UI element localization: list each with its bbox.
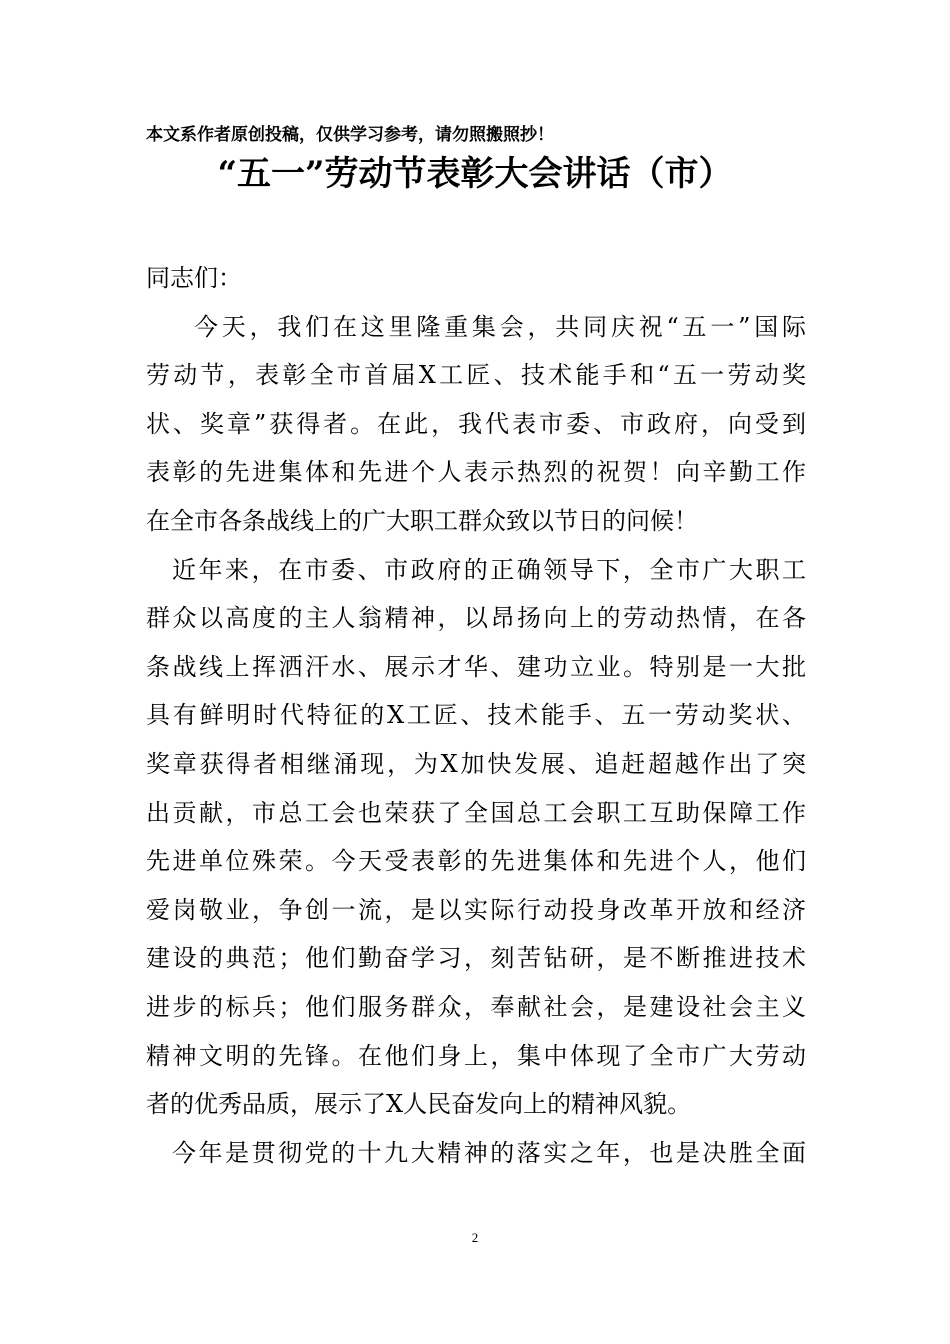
paragraph-3 <box>146 1129 806 1178</box>
document-title: “五一”劳动节表彰大会讲话（市） <box>217 154 733 194</box>
document-body <box>146 254 806 1177</box>
text-line: 表彰的先进集体和先进个人表示热烈的祝贺！向辛勤工作 <box>146 458 806 487</box>
copyright-notice: 本文系作者原创投稿，仅供学习参考，请勿照搬照抄！ <box>146 125 554 145</box>
paragraph-1 <box>146 303 806 546</box>
text-line: 条战线上挥洒汗水、展示才华、建功立业。特别是一大批 <box>146 652 806 681</box>
page-number: 2 <box>471 1230 479 1245</box>
text-line: 具有鲜明时代特征的X工匠、技术能手、五一劳动奖状、 <box>146 701 806 730</box>
salutation: 同志们： <box>146 264 242 292</box>
text-line: 者的优秀品质，展示了X人民奋发向上的精神风貌。 <box>146 1090 692 1119</box>
text-line: 今天，我们在这里隆重集会，共同庆祝“五一”国际 <box>194 312 806 341</box>
text-line: 在全市各条战线上的广大职工群众致以节日的问候！ <box>146 506 698 535</box>
text-line: 状、奖章”获得者。在此，我代表市委、市政府，向受到 <box>146 409 806 438</box>
paragraph-2 <box>146 546 806 1129</box>
text-line: 精神文明的先锋。在他们身上，集中体现了全市广大劳动 <box>146 1041 806 1070</box>
text-line: 爱岗敬业，争创一流，是以实际行动投身改革开放和经济 <box>146 895 806 924</box>
text-line: 群众以高度的主人翁精神，以昂扬向上的劳动热情，在各 <box>146 604 806 633</box>
text-line: 今年是贯彻党的十九大精神的落实之年，也是决胜全面 <box>172 1138 806 1167</box>
text-line: 建设的典范；他们勤奋学习，刻苦钻研，是不断推进技术 <box>146 944 806 973</box>
text-line: 先进单位殊荣。今天受表彰的先进集体和先进个人，他们 <box>146 847 806 876</box>
text-line: 出贡献，市总工会也荣获了全国总工会职工互助保障工作 <box>146 798 806 827</box>
text-line: 奖章获得者相继涌现，为X加快发展、追赶超越作出了突 <box>146 749 806 778</box>
text-line: 进步的标兵；他们服务群众，奉献社会，是建设社会主义 <box>146 992 806 1021</box>
text-line: 近年来，在市委、市政府的正确领导下，全市广大职工 <box>172 555 806 584</box>
text-line: 劳动节，表彰全市首届X工匠、技术能手和“五一劳动奖 <box>146 361 806 390</box>
